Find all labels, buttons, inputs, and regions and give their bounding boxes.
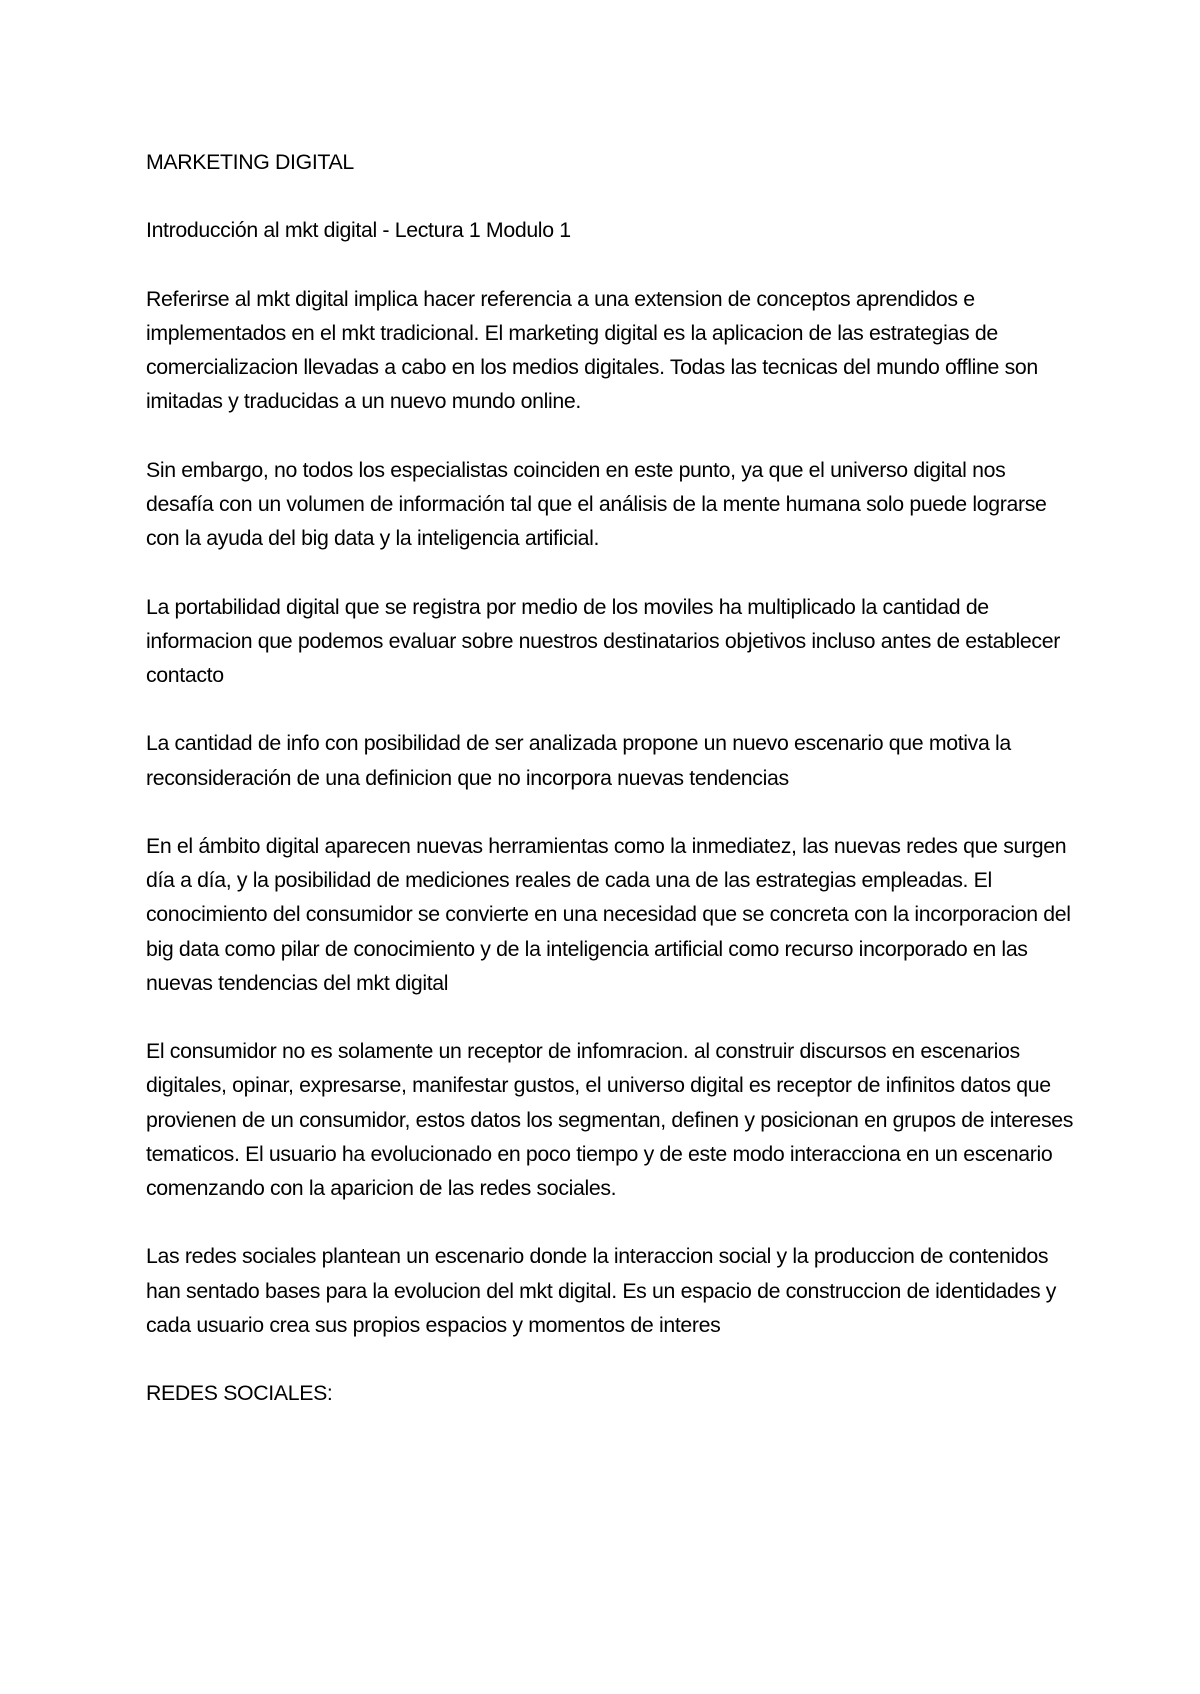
document-subtitle: Introducción al mkt digital - Lectura 1 Modulo 1 [146,218,571,243]
paragraph-4: La cantidad de info con posibilidad de ser analizada propone un nuevo escenario que motiva la reconsideración de una definicion que no incorpora nuevas tendencias [146,731,1011,790]
paragraph-1: Referirse al mkt digital implica hacer referencia a una extension de conceptos aprendidos e implementados en el mkt tradicional. El marketing digital es la aplicacion de las estrategias de comercializacion llevadas a cabo en los medios digitales. Todas las tecnicas del mundo offline son imitadas y traducidas a un nuevo mundo online. [146,286,1038,414]
paragraph-5: En el ámbito digital aparecen nuevas herramientas como la inmediatez, las nuevas redes que surgen día a día, y la posibilidad de mediciones reales de cada una de las estrategias empleadas. El conocimiento del consumidor se convierte en una necesidad que se concreta con la incorporacion del big data como pilar de conocimiento y de la inteligencia artificial como recurso incorporado en las nuevas tendencias del mkt digital [146,833,1071,995]
document-title: MARKETING DIGITAL [146,150,354,174]
document-body [146,145,1076,1410]
section-heading-redes-sociales: REDES SOCIALES: [146,1381,333,1406]
paragraph-7: Las redes sociales plantean un escenario donde la interaccion social y la produccion de contenidos han sentado bases para la evolucion del mkt digital. Es un espacio de construccion de identidades y cada usuario crea sus propios espacios y momentos de interes [146,1244,1057,1337]
paragraph-3: La portabilidad digital que se registra por medio de los moviles ha multiplicado la cantidad de informacion que podemos evaluar sobre nuestros destinatarios objetivos incluso antes de establecer contacto [146,594,1060,687]
paragraph-6: El consumidor no es solamente un receptor de infomracion. al construir discursos en escenarios digitales, opinar, expresarse, manifestar gustos, el universo digital es receptor de infinitos datos que provienen de un consumidor, estos datos los segmentan, definen y posicionan en grupos de intereses tematicos. El usuario ha evolucionado en poco tiempo y de este modo interacciona en un escenario comenzando con la aparicion de las redes sociales. [146,1039,1074,1200]
paragraph-2: Sin embargo, no todos los especialistas coinciden en este punto, ya que el universo digital nos desafía con un volumen de información tal que el análisis de la mente humana solo puede lograrse con la ayuda del big data y la inteligencia artificial. [146,457,1047,551]
